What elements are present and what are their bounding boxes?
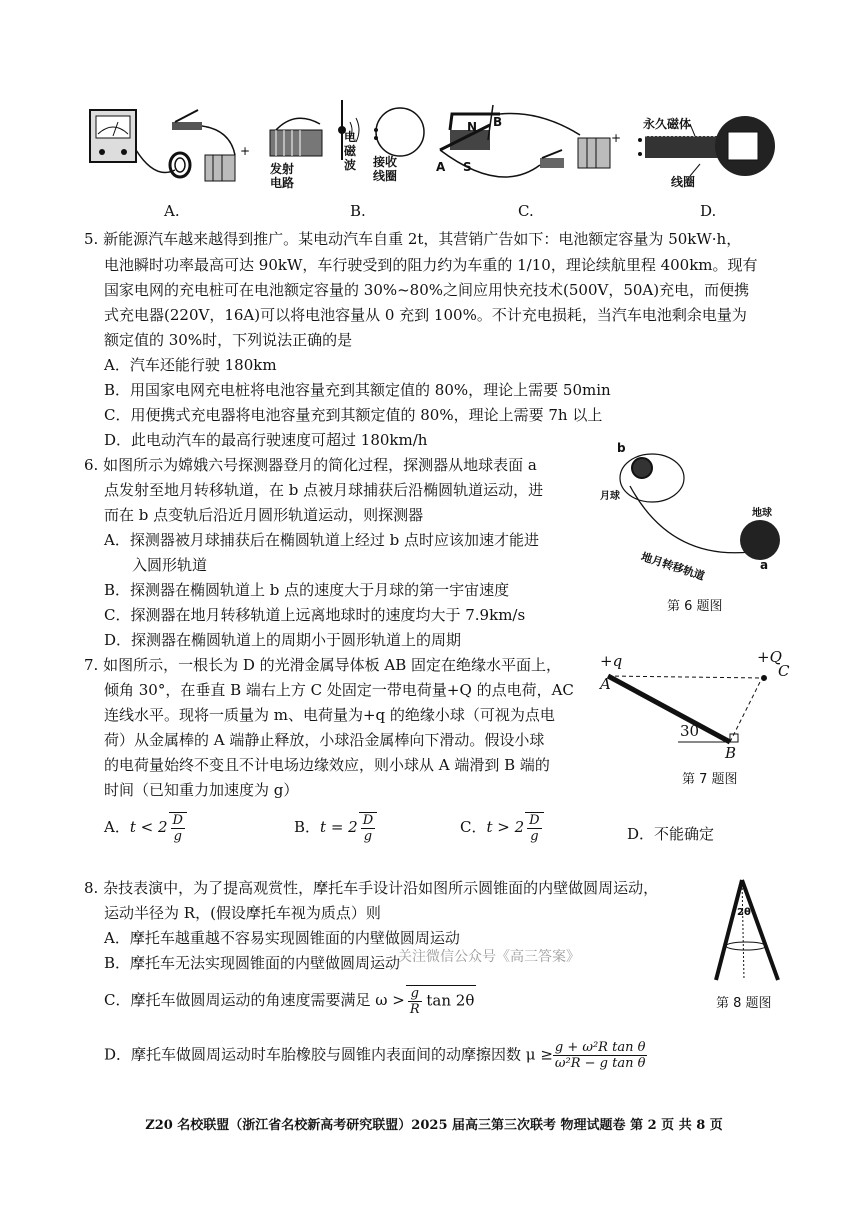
figure-d-label-coil: 线圈 xyxy=(671,175,696,189)
figure-c-label-n: N xyxy=(467,120,478,134)
q5-option-b: B．用国家电网充电桩将电池容量充到其额定值的 80%，理论上需要 50min xyxy=(104,381,611,399)
q8-line-2: 运动半径为 R，(假设摩托车视为质点）则 xyxy=(104,904,381,922)
q6-line-3: 而在 b 点变轨后沿近月圆形轨道运动，则探测器 xyxy=(104,506,424,524)
q6-label-a: a xyxy=(760,558,769,572)
q7-option-c: C．t > 2 $\frac{D}{g}$ xyxy=(460,812,544,844)
q7-option-a: A．t < 2 $\frac{D}{g}$ xyxy=(104,812,187,844)
figure-b-label-wave: 电磁波 xyxy=(344,130,357,172)
q8-option-c: C．摩托车做圆周运动的角速度需要满足 ω > $\frac{g}{R}$ tan 2θ xyxy=(104,986,475,1017)
q7-incline-diagram xyxy=(598,660,798,760)
q8-option-b: B．摩托车无法实现圆锥面的内壁做圆周运动 xyxy=(104,954,401,972)
q8-option-a: A．摩托车越重越不容易实现圆锥面的内壁做圆周运动 xyxy=(104,929,460,947)
figure-label-b: B. xyxy=(350,202,366,220)
q5-option-a: A．汽车还能行驶 180km xyxy=(104,356,277,374)
q7-line-6: 时间（已知重力加速度为 g） xyxy=(104,781,299,799)
q7-option-d: D．不能确定 xyxy=(627,825,715,843)
figure-a-galvanometer xyxy=(90,110,250,181)
q6-label-moon: 月球 xyxy=(600,491,620,502)
q6-line-1: 6. 如图所示为嫦娥六号探测器登月的简化过程，探测器从地球表面 a xyxy=(84,456,537,474)
q6-option-c: C．探测器在地月转移轨道上远离地球时的速度均大于 7.9km/s xyxy=(104,606,526,624)
q8-option-d: D．摩托车做圆周运动时车胎橡胶与圆锥内表面间的动摩擦因数 μ ≥ $\frac{\text{g + ω²R tan θ}}{\text{ω²R − g tan θ}}$ xyxy=(104,1040,646,1071)
q5-line-4: 式充电器(220V，16A)可以将电池容量从 0 充到 100%。不计充电损耗，当汽车电池剩余电量为 xyxy=(104,306,747,324)
q7-caption: 第 7 题图 xyxy=(682,772,738,787)
q7-label-C: C xyxy=(778,662,790,680)
figure-b-label-coil: 接收线圈 xyxy=(373,155,398,183)
q6-option-a-cont: 入圆形轨道 xyxy=(132,556,208,574)
q7-line-1: 7. 如图所示，一根长为 D 的光滑金属导体板 AB 固定在绝缘水平面上， xyxy=(84,656,562,674)
q8-caption: 第 8 题图 xyxy=(716,996,772,1011)
q8-line-1: 8. 杂技表演中，为了提高观赏性，摩托车手设计沿如图所示圆锥面的内壁做圆周运动， xyxy=(84,879,659,897)
q7-label-B: B xyxy=(725,744,737,762)
q5-line-2: 电池瞬时功率最高可达 90kW，车行驶受到的阻力约为车重的 1/10，理论续航里程 400km。现有 xyxy=(104,256,758,274)
q7-line-3: 连线水平。现将一质量为 m、电荷量为+q 的绝缘小球（可视为点电 xyxy=(104,706,555,724)
q7-label-q: +q xyxy=(600,652,623,670)
figure-c-label-b: B xyxy=(493,115,503,129)
page-footer: Z20 名校联盟（浙江省名校新高考研究联盟）2025 届高三第三次联考 物理试题卷 第 2 页 共 8 页 xyxy=(145,1118,723,1133)
watermark: 关注微信公众号《高三答案》 xyxy=(398,949,580,965)
q8-label-angle: 2θ xyxy=(737,907,751,918)
q7-line-5: 的电荷量始终不变且不计电场边缘效应，则小球从 A 端滑到 B 端的 xyxy=(104,756,550,774)
q7-label-angle: 30° xyxy=(680,722,707,740)
figure-label-d: D. xyxy=(700,202,717,220)
figure-label-a: A. xyxy=(164,202,180,220)
q7-line-4: 荷）从金属棒的 A 端静止释放，小球沿金属棒向下滑动。假设小球 xyxy=(104,731,545,749)
q7-label-A: A xyxy=(600,675,611,693)
q6-label-earth: 地球 xyxy=(752,508,772,519)
figure-b-label-circuit: 发射电路 xyxy=(270,162,295,190)
figure-c-label-s: S xyxy=(463,160,472,174)
figure-c-label-a: A xyxy=(436,160,446,174)
q6-option-a: A．探测器被月球捕获后在椭圆轨道上经过 b 点时应该加速才能进 xyxy=(104,531,539,549)
figure-label-c: C. xyxy=(518,202,534,220)
q8-cone-diagram xyxy=(710,876,790,986)
svg-text:+: + xyxy=(240,144,251,158)
q5-option-c: C．用便携式充电器将电池容量充到其额定值的 80%，理论上需要 7h 以上 xyxy=(104,406,603,424)
q6-option-d: D．探测器在椭圆轨道上的周期小于圆形轨道上的周期 xyxy=(104,631,462,649)
svg-text:+: + xyxy=(611,131,622,145)
q5-line-1: 5. 新能源汽车越来越得到推广。某电动汽车自重 2t，其营销广告如下：电池额定容量为 50kW·h， xyxy=(84,230,742,248)
q5-line-3: 国家电网的充电桩可在电池额定容量的 30%~80%之间应用快充技术(500V，50A)充电，而便携 xyxy=(104,281,750,299)
q6-label-b: b xyxy=(617,441,626,455)
figure-d-label-magnet: 永久磁体 xyxy=(643,117,692,131)
q7-line-2: 倾角 30°，在垂直 B 端右上方 C 处固定一带电荷量+Q 的点电荷，AC xyxy=(104,681,574,699)
q6-label-orbit: 地月转移轨道 xyxy=(639,550,707,583)
q5-line-5: 额定值的 30%时，下列说法正确的是 xyxy=(104,331,353,349)
q5-option-d: D．此电动汽车的最高行驶速度可超过 180km/h xyxy=(104,431,428,449)
q6-option-b: B．探测器在椭圆轨道上 b 点的速度大于月球的第一宇宙速度 xyxy=(104,581,510,599)
q6-caption: 第 6 题图 xyxy=(667,599,723,614)
q7-label-Q: +Q xyxy=(757,648,782,666)
q6-line-2: 点发射至地月转移轨道，在 b 点被月球捕获后沿椭圆轨道运动，进 xyxy=(104,481,544,499)
q7-option-b: B．t = 2 $\frac{D}{g}$ xyxy=(294,812,377,844)
